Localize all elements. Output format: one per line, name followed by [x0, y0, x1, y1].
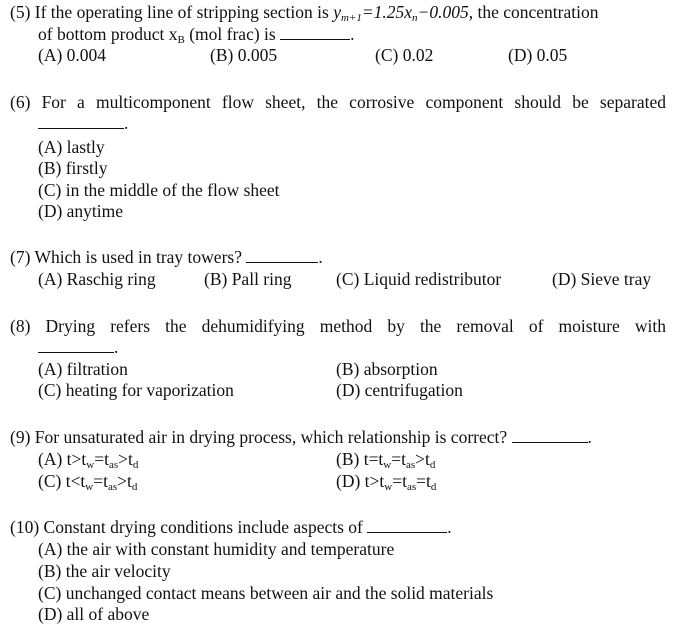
question-9-option-d[interactable]: (D) $t>t_w=t_{as}=t_d$	[336, 471, 437, 493]
question-5-option-c[interactable]: (C) 0.02	[375, 45, 434, 65]
question-10-option-b[interactable]: (B) the air velocity	[38, 561, 171, 581]
operating-line-equation: $y_{m+1}=1.25x_n-0.005$	[333, 2, 469, 24]
answer-blank[interactable]	[367, 518, 447, 533]
question-8-option-a[interactable]: (A) filtration	[38, 359, 128, 379]
question-5-stem-line2: of bottom product $x_B$ (mol frac) is .	[38, 24, 355, 46]
question-5-option-b[interactable]: (B) 0.005	[210, 45, 278, 65]
question-10-option-a[interactable]: (A) the air with constant humidity and temperature	[38, 539, 395, 559]
question-7-option-c[interactable]: (C) Liquid redistributor	[336, 269, 502, 289]
question-7-option-b[interactable]: (B) Pall ring	[204, 269, 292, 289]
question-8-option-b[interactable]: (B) absorption	[336, 359, 438, 379]
question-6-option-c[interactable]: (C) in the middle of the flow sheet	[38, 180, 280, 200]
question-6-blank-line: .	[38, 113, 128, 134]
answer-blank[interactable]	[38, 114, 124, 129]
question-9-stem: (9) For unsaturated air in drying process, which relationship is correct? .	[10, 427, 592, 447]
question-5-option-a[interactable]: (A) 0.004	[38, 45, 107, 65]
question-6-option-a[interactable]: (A) lastly	[38, 137, 105, 157]
question-10-option-d[interactable]: (D) all of above	[38, 604, 150, 624]
answer-blank[interactable]	[246, 248, 318, 263]
question-5-option-d[interactable]: (D) 0.05	[508, 45, 568, 65]
question-5-stem-tail: , the concentration	[468, 2, 599, 22]
question-7-stem: (7) Which is used in tray towers? .	[10, 247, 323, 267]
question-8-blank-line: .	[38, 337, 118, 358]
question-9-option-c[interactable]: (C) $t<t_w=t_{as}>t_d$	[38, 471, 138, 493]
question-9-option-a[interactable]: (A) $t>t_w=t_{as}>t_d$	[38, 449, 139, 471]
question-8-stem: (8) Drying refers the dehumidifying method by the removal of moisture with	[10, 316, 667, 336]
question-10-stem: (10) Constant drying conditions include aspects of .	[10, 517, 452, 537]
answer-blank[interactable]	[280, 25, 350, 40]
question-5-number: (5)	[10, 2, 31, 22]
question-5-stem-text: If the operating line of stripping section is	[34, 2, 334, 22]
question-6-option-b[interactable]: (B) firstly	[38, 158, 108, 178]
question-6-option-d[interactable]: (D) anytime	[38, 201, 124, 221]
question-6-stem: (6) For a multicomponent flow sheet, the corrosive component should be separated	[10, 92, 666, 112]
question-5-stem-line1	[10, 2, 598, 23]
answer-blank[interactable]	[512, 428, 588, 443]
question-7-option-d[interactable]: (D) Sieve tray	[552, 269, 652, 289]
question-8-option-c[interactable]: (C) heating for vaporization	[38, 380, 234, 400]
question-10-option-c[interactable]: (C) unchanged contact means between air and the solid materials	[38, 583, 494, 603]
question-8-option-d[interactable]: (D) centrifugation	[336, 380, 463, 400]
answer-blank[interactable]	[38, 338, 114, 353]
question-9-option-b[interactable]: (B) $t=t_w=t_{as}>t_d$	[336, 449, 436, 471]
question-7-option-a[interactable]: (A) Raschig ring	[38, 269, 156, 289]
